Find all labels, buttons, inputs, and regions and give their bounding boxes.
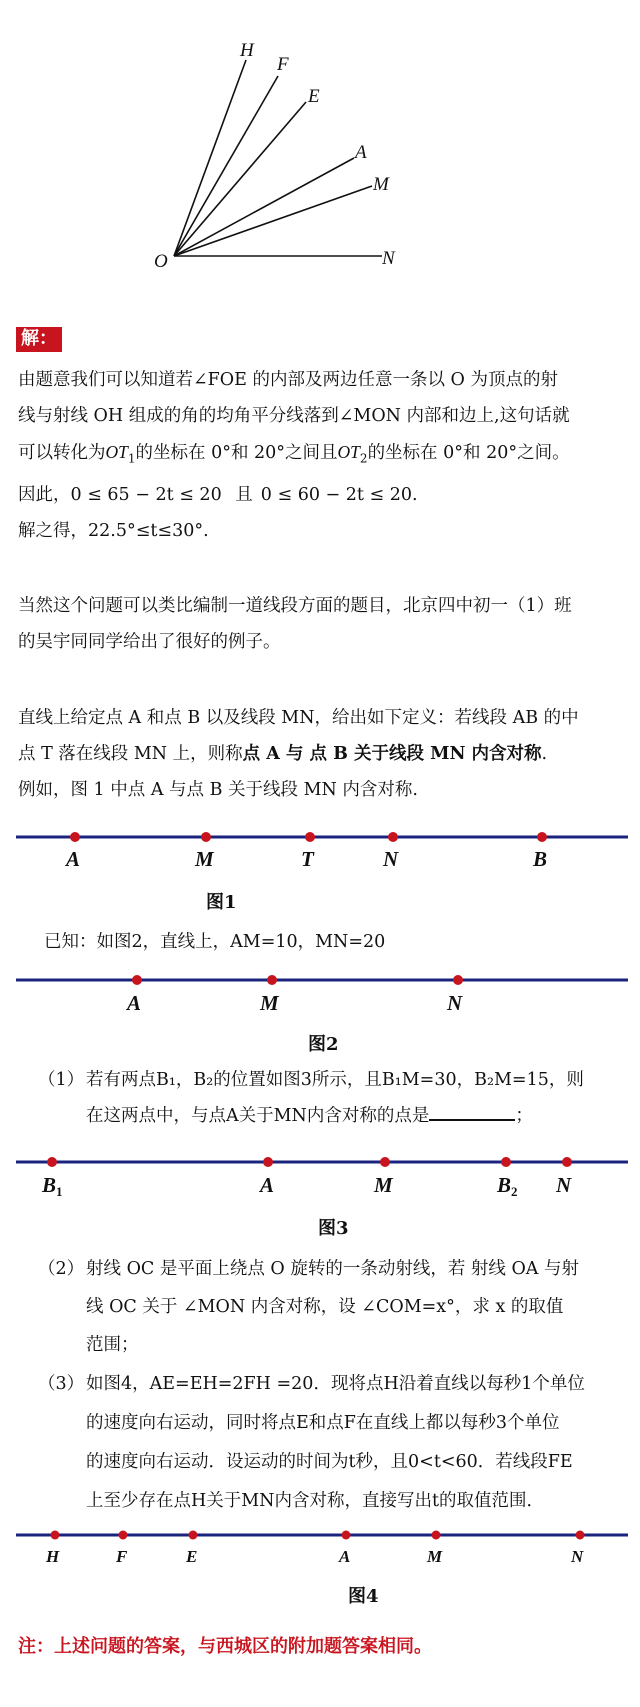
solution-line-5: 解之得，22.5°≤t≤30°. <box>18 520 209 541</box>
point-m <box>267 975 277 985</box>
definition-line-2: 点 T 落在线段 MN 上，则称点 A 与 点 B 关于线段 MN 内含对称. <box>18 744 548 764</box>
question-2-line-2: 线 OC 关于 ∠MON 内含对称，设 ∠COM=x°，求 x 的取值 <box>86 1297 564 1317</box>
label-o: O <box>154 251 168 272</box>
point-e <box>189 1531 198 1540</box>
figure-1 <box>0 825 640 875</box>
analogy-line-2: 的吴宇同同学给出了很好的例子。 <box>18 632 281 652</box>
fig1-label-m: M <box>195 847 214 871</box>
point-f <box>119 1531 128 1540</box>
fig2-label-m: M <box>260 991 279 1015</box>
known-statement: 已知：如图2，直线上，AM=10，MN=20 <box>44 932 386 952</box>
figure-4 <box>0 1525 640 1571</box>
analogy-line-1: 当然这个问题可以类比编制一道线段方面的题目，北京四中初一（1）班 <box>18 596 572 616</box>
ray-oa <box>174 158 354 256</box>
answer-blank[interactable] <box>429 1105 515 1121</box>
label-h: H <box>240 40 254 61</box>
definition-line-1: 直线上给定点 A 和点 B 以及线段 MN，给出如下定义：若线段 AB 的中 <box>18 708 579 728</box>
question-3-line-3: 的速度向右运动．设运动的时间为t秒，且0<t<60．若线段FE <box>86 1452 573 1472</box>
label-a: A <box>355 142 367 163</box>
ray-of <box>174 76 278 256</box>
figure-4-caption: 图4 <box>348 1586 379 1607</box>
question-2 <box>86 1250 626 1364</box>
point-n <box>562 1157 572 1167</box>
question-1-number: （1） <box>38 1070 85 1090</box>
label-e: E <box>308 86 320 107</box>
point-m <box>432 1531 441 1540</box>
solution-tag: 解： <box>16 327 62 352</box>
solution-line-2: 线与射线 OH 组成的角的均角平分线落到∠MON 内部和边上,这句话就 <box>18 406 570 426</box>
definition-block <box>18 700 626 808</box>
question-3-number: （3） <box>38 1374 85 1394</box>
figure-3-caption: 图3 <box>318 1218 349 1239</box>
question-2-line-3: 范围； <box>86 1335 139 1355</box>
fig3-label-a: A <box>260 1173 275 1197</box>
figure-1-caption: 图1 <box>206 892 237 913</box>
point-a <box>70 832 80 842</box>
question-3-line-4: 上至少存在点H关于MN内含对称，直接写出t的取值范围． <box>86 1491 545 1511</box>
figure-2-caption: 图2 <box>308 1034 339 1055</box>
fig1-label-b: B <box>533 847 548 871</box>
fig4-label-m: M <box>427 1547 443 1566</box>
point-b <box>537 832 547 842</box>
fig3-label-b2: B2 <box>497 1173 518 1199</box>
question-2-line-1: 射线 OC 是平面上绕点 O 旋转的一条动射线，若 射线 OA 与射 <box>86 1259 580 1279</box>
fig4-label-e: E <box>186 1547 198 1566</box>
figure-3 <box>0 1150 640 1200</box>
analogy-block <box>18 588 626 660</box>
solution-line-1: 由题意我们可以知道若∠FOE 的内部及两边任意一条以 O 为顶点的射 <box>18 370 558 390</box>
point-m <box>201 832 211 842</box>
fig1-label-n: N <box>383 847 399 871</box>
label-n: N <box>382 248 395 269</box>
question-3-line-2: 的速度向右运动，同时将点E和点F在直线上都以每秒3个单位 <box>86 1413 560 1433</box>
fig4-label-f: F <box>116 1547 128 1566</box>
note: 注：上述问题的答案，与西城区的附加题答案相同。 <box>18 1636 432 1657</box>
fig4-label-n: N <box>571 1547 584 1566</box>
solution-line-4: 因此，0 ≤ 65 − 2t ≤ 20 且 0 ≤ 60 − 2t ≤ 20. <box>18 484 418 505</box>
fig4-label-h: H <box>46 1547 60 1566</box>
fig2-label-n: N <box>447 991 463 1015</box>
label-m: M <box>373 174 389 195</box>
question-2-number: （2） <box>38 1259 85 1279</box>
fig3-label-n: N <box>556 1173 572 1197</box>
fig4-label-a: A <box>339 1547 351 1566</box>
point-n <box>388 832 398 842</box>
question-1-line-1: 若有两点B₁，B₂的位置如图3所示，且B₁M=30，B₂M=15，则 <box>86 1070 584 1090</box>
question-3-line-1: 如图4，AE=EH=2FH =20．现将点H沿着直线以每秒1个单位 <box>86 1374 585 1394</box>
point-h <box>51 1531 60 1540</box>
question-3 <box>86 1365 626 1521</box>
question-1-line-2: 在这两点中，与点A关于MN内含对称的点是 ； <box>86 1106 533 1126</box>
question-1 <box>86 1062 626 1134</box>
point-m <box>380 1157 390 1167</box>
point-t <box>305 832 315 842</box>
fig1-label-t: T <box>301 847 314 871</box>
solution-block <box>18 362 626 549</box>
definition-line-3: 例如，图 1 中点 A 与点 B 关于线段 MN 内含对称. <box>18 780 418 800</box>
angle-figure <box>150 40 440 290</box>
point-n <box>576 1531 585 1540</box>
point-n <box>453 975 463 985</box>
point-a <box>132 975 142 985</box>
point-a <box>342 1531 351 1540</box>
point-b1 <box>47 1157 57 1167</box>
solution-line-3: 可以转化为$OT_1$的坐标在 0°和 20°之间且$OT_2$的坐标在 0°和 20°之间。 <box>18 442 570 466</box>
figure-2 <box>0 968 640 1018</box>
fig2-label-a: A <box>127 991 142 1015</box>
label-f: F <box>277 54 289 75</box>
fig1-label-a: A <box>66 847 81 871</box>
point-a <box>263 1157 273 1167</box>
fig3-label-b1: B1 <box>42 1173 63 1199</box>
ray-oh <box>174 60 246 256</box>
point-b2 <box>501 1157 511 1167</box>
fig3-label-m: M <box>374 1173 393 1197</box>
